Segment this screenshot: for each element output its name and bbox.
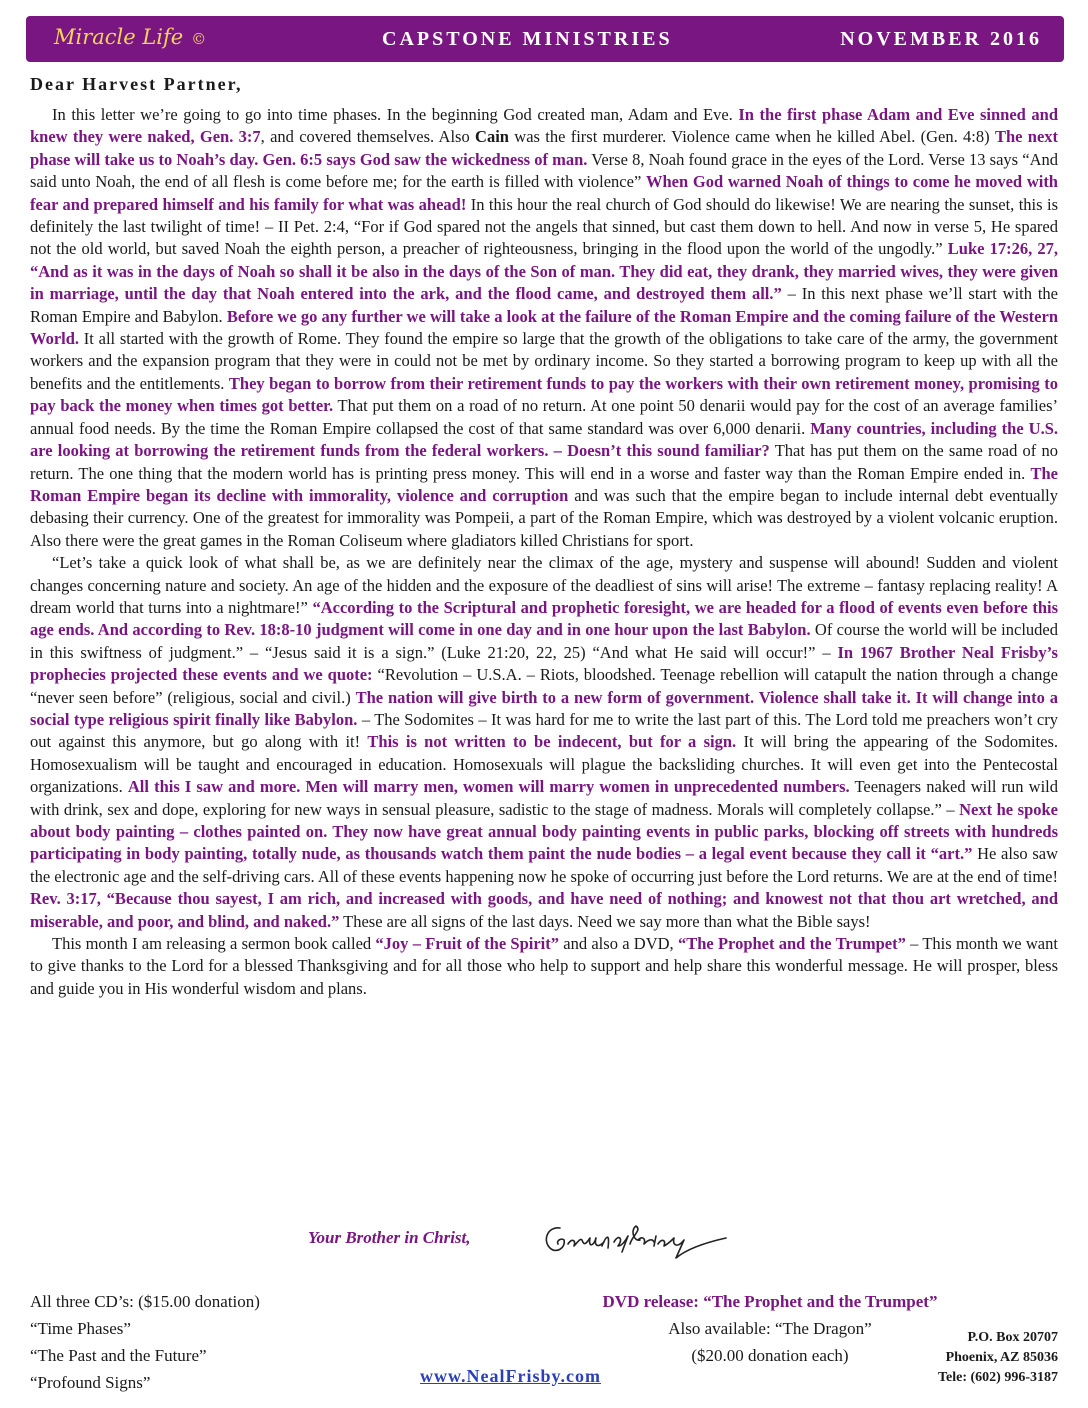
brand-name: Miracle Life [54, 25, 184, 49]
issue-date: NOVEMBER 2016 [840, 28, 1042, 50]
body-text: “Let’s take a quick look of what shall be, as we are definitely near the climax of the age, mystery and suspense will abound! Sudden and violent changes concerning nature and society. An age of the hidden and the exposure of the deadliest of sins will arise! The extreme – fantasy replacing reality! A dream world that turns into a nightmare!” [30, 553, 1058, 617]
highlighted-text: “According to the Scriptural and prophetic foresight, we are headed for a flood of events even before this age ends. And according to Rev. 18:8-10 judgment will come in one day and in one hour upon the last Babylon. [30, 597, 1059, 640]
body-text: , and covered themselves. Also [260, 127, 476, 147]
body-text: – In this next phase we’ll start with the Roman Empire and Babylon. [30, 284, 1058, 326]
highlighted-text: Rev. 3:17, “Because thou sayest, I am rich, and increased with goods, and have need of nothing; and knowest not that thou art wretched, and miserable, and poor, and blind, and naked.” [30, 889, 1058, 931]
dvd-title: DVD release: “The Prophet and the Trumpet” [602, 1292, 938, 1311]
body-text: was the first murderer. Violence came when he killed Abel. (Gen. 4:8) [508, 127, 995, 147]
paragraph-2 [30, 552, 1058, 933]
highlighted-text: This is not written to be indecent, but for a sign. [367, 732, 737, 752]
dvd-also: Also available: “The Dragon” [668, 1319, 872, 1338]
bold-text: Cain [475, 127, 509, 147]
header-banner [26, 16, 1064, 62]
body-text: That put them on a road of no return. At one point 50 denarii would pay for the cost of an average families’ annual food needs. By the time the Roman Empire collapsed the cost of that same standard was over 6,000 denarii. [30, 396, 1058, 438]
highlighted-text: All this I saw and more. Men will marry men, women will marry women in unprecedented numbers. [127, 777, 850, 797]
cd-line: “The Past and the Future” [30, 1346, 207, 1365]
highlighted-text: Before we go any further we will take a look at the failure of the Roman Empire and the coming failure of the Western World. [30, 306, 1058, 349]
letter-body [30, 104, 1058, 1000]
cd-line: “Time Phases” [30, 1319, 131, 1338]
body-text: “Revolution – U.S.A. – Riots, bloodshed. Teenage rebellion will catapult the nation through a change “never seen before” (religious, social and civil.) [30, 665, 1058, 707]
body-text: This month I am releasing a sermon book called [52, 934, 376, 954]
highlighted-text: They began to borrow from their retirement funds to pay the workers with their own retirement money, promising to pay back the money when times got better. [30, 373, 1058, 416]
copyright-mark: © [191, 30, 207, 48]
highlighted-text: When God warned Noah of things to come he moved with fear and prepared himself and his family for what was ahead! [30, 172, 1058, 214]
body-text: He also saw the electronic age and the self-driving cars. All of these events happening now he spoke of occurring just before the Lord returns. We are at the end of time! [30, 844, 1058, 886]
highlighted-text: The Roman Empire began its decline with immorality, violence and corruption [30, 463, 1058, 505]
highlighted-text: Many countries, including the U.S. are looking at borrowing the retirement funds from the federal workers. – Doesn’t this sound familiar? [30, 418, 1058, 461]
body-text: – The Sodomites – It was hard for me to write the last part of this. The Lord told me preachers won’t cry out against this anymore, but go along with it! [30, 709, 1058, 752]
highlighted-text: Luke 17:26, 27, “And as it was in the days of Noah so shall it be also in the days of the Son of man. They did eat, they drank, they married wives, they were given in marriage, until the day that Noah entered into the ark, and the flood came, and destroyed them all.” [30, 239, 1058, 304]
signature-icon [538, 1218, 738, 1260]
highlighted-text: The nation will give birth to a new form of government. Violence shall take it. It will change into a social type religious spirit finally like Babylon. [30, 687, 1058, 729]
highlighted-text: Next he spoke about body painting – clothes painted on. They now have great annual body painting events in public parks, blocking off streets with hundreds participating in body painting, totally nude, as thousands watch them paint the nude bodies – a legal event because they call it “art.” [30, 799, 1058, 864]
body-text: Verse 8, Noah found grace in the eyes of the Lord. Verse 13 says “And said unto Noah, the end of all flesh is come before me; for the earth is filled with violence” [30, 149, 1058, 192]
signature-image [538, 1218, 738, 1265]
body-text: Teenagers naked will run wild with drink, sex and dope, exploring for new ways in sensual pleasure, sadistic to the stage of madness. Morals will completely collapse.” – [30, 777, 1059, 819]
signoff: Your Brother in Christ, [308, 1228, 471, 1247]
highlighted-text: The next phase will take us to Noah’s day. Gen. 6:5 says God saw the wickedness of man. [30, 127, 1059, 169]
paragraph-1 [30, 104, 1058, 552]
cd-list [30, 1288, 260, 1396]
address-line: P.O. Box 20707 [967, 1330, 1058, 1345]
body-text: and was such that the empire began to include internal debt eventually debasing their currency. One of the greatest for immorality was Pompeii, a part of the Roman Empire, which was destroyed by a violent volcanic eruption. Also there were the great games in the Roman Coliseum where gladiators killed Christians for sport. [30, 485, 1058, 550]
address-line: Phoenix, AZ 85036 [945, 1350, 1058, 1365]
website-link[interactable]: www.NealFrisby.com [420, 1366, 601, 1386]
highlighted-text: “Joy – Fruit of the Spirit” [375, 934, 559, 954]
body-text: That has put them on the same road of no return. The one thing that the modern world has is printing press money. This will end in a worse and faster way than the Roman Empire ended in. [30, 441, 1059, 483]
body-text: and also a DVD, [559, 934, 678, 954]
brand [54, 25, 206, 49]
body-text: In this letter we’re going to go into time phases. In the beginning God created man, Adam and Eve. [52, 105, 739, 124]
cd-line: “Profound Signs” [30, 1373, 151, 1392]
phone-line: Tele: (602) 996-3187 [937, 1370, 1058, 1385]
highlighted-text: In the first phase Adam and Eve sinned and knew they were naked, Gen. 3:7 [30, 105, 1058, 147]
body-text: It all started with the growth of Rome. They found the empire so large that the growth of the obligations to take care of the army, the government workers and the expansion program that they were in could not be met by ordinary income. So they started a borrowing program to keep up with all the benefits and the entitlements. [30, 329, 1058, 393]
cd-line: All three CD’s: ($15.00 donation) [30, 1292, 260, 1311]
body-text: These are all signs of the last days. Need we say more than what the Bible says! [339, 911, 871, 931]
body-text: Of course the world will be included in this swiftness of judgment.” – “Jesus said it is a sign.” (Luke 21:20, 22, 25) “And what He said will occur!” – [30, 620, 1059, 662]
highlighted-text: In 1967 Brother Neal Frisby’s prophecies projected these events and we quote: [30, 642, 1058, 685]
paragraph-3 [30, 933, 1058, 1000]
highlighted-text: “The Prophet and the Trumpet” [677, 934, 906, 954]
body-text: In this hour the real church of God should do likewise! We are nearing the sunset, this is definitely the last twilight of time! – II Pet. 2:4, “For if God spared not the angels that sinned, but cast them down to hell. And now in verse 5, He spared not the old world, but saved Noah the eighth person, a preacher of righteousness, bringing in the flood upon the world of the ungodly.” [30, 194, 1058, 259]
dvd-price: ($20.00 donation each) [691, 1346, 849, 1365]
mailing-address [938, 1328, 1058, 1388]
body-text: – This month we want to give thanks to the Lord for a blessed Thanksgiving and for all those who help to support and help share this wonderful message. He will prosper, bless and guide you in His wonderful wisdom and plans. [30, 934, 1058, 998]
greeting: Dear Harvest Partner, [30, 74, 243, 94]
body-text: It will bring the appearing of the Sodomites. Homosexualism will be taught and encouraged in education. Homosexuals will plague the backsliding churches. It will even get into the Pentecostal organizations. [30, 732, 1058, 797]
ministry-name: CAPSTONE MINISTRIES [382, 28, 673, 50]
